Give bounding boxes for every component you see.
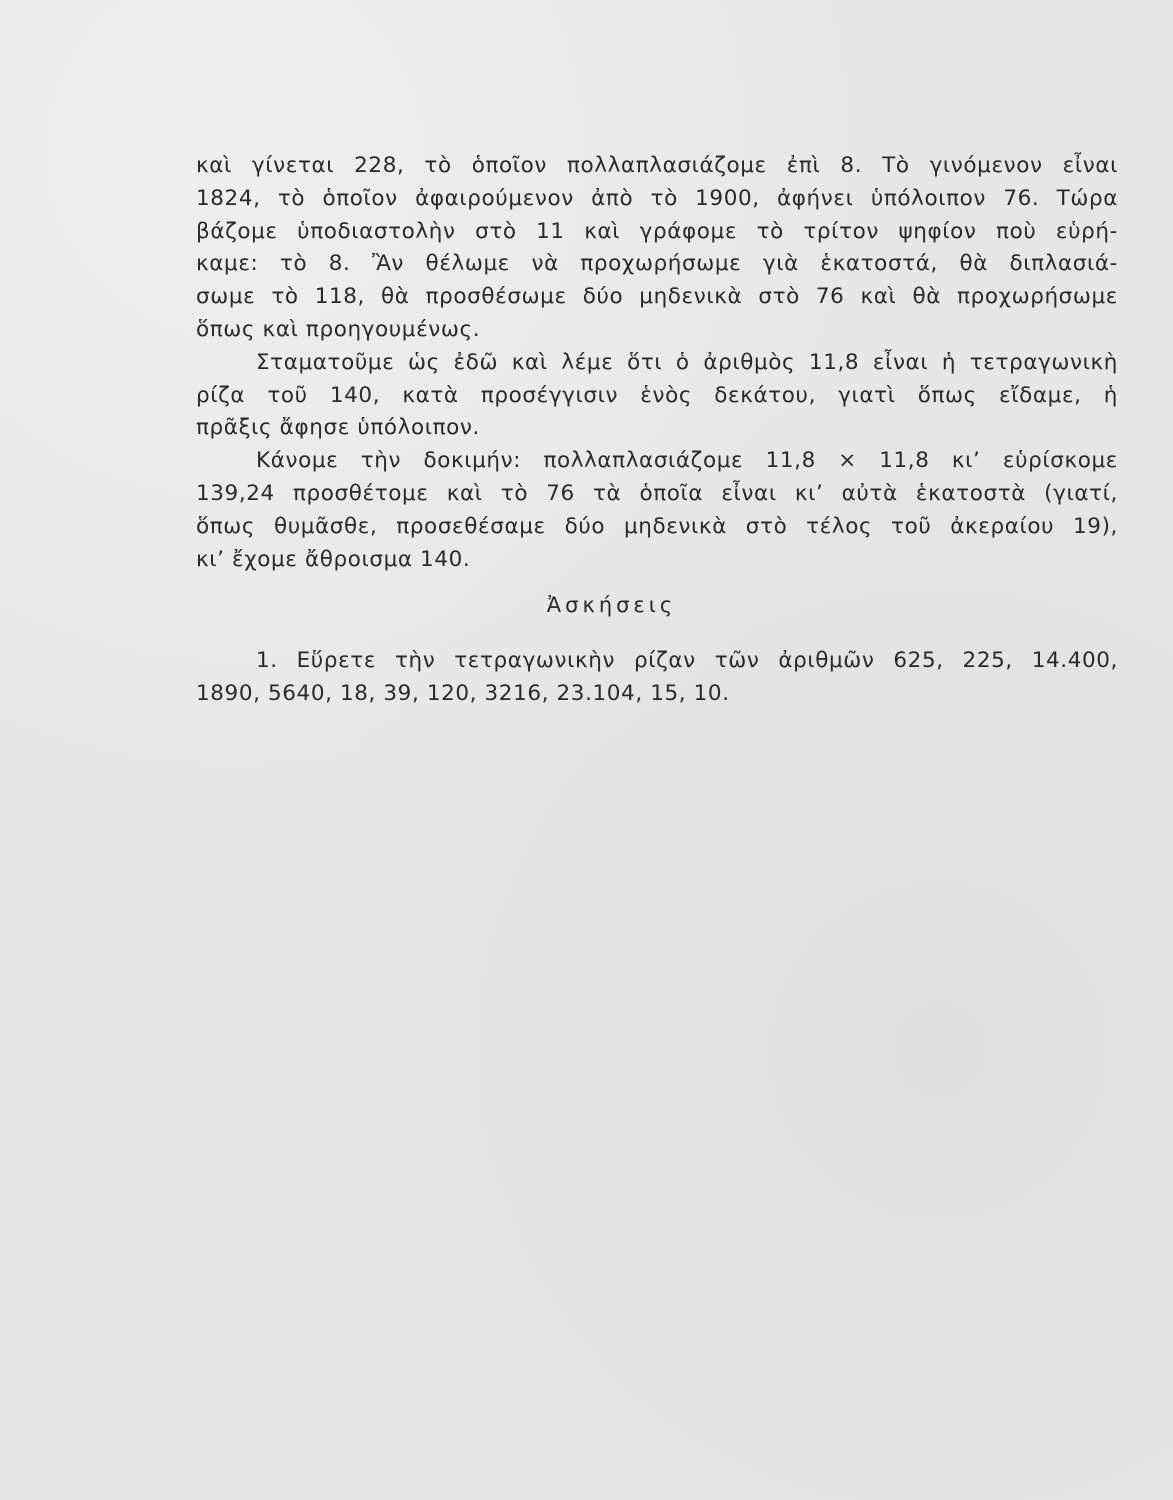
- text-line: 1. Εὕρετε τὴν τετραγωνικὴν ρίζαν τῶν ἀριθμῶν 625, 225, 14.400,: [256, 648, 1118, 673]
- body-text: [196, 150, 1118, 576]
- text-line: 139,24 προσθέτομε καὶ τὸ 76 τὰ ὁποῖα εἶναι κι’ αὐτὰ ἑκατοστὰ (γιατί,: [196, 480, 1118, 506]
- section-heading-text: Ἀσκήσεις: [546, 593, 677, 617]
- text-line: καὶ γίνεται 228, τὸ ὁποῖον πολλαπλασιάζομε ἐπὶ 8. Τὸ γινόμενον εἶναι: [196, 153, 1118, 178]
- text-line: κι’ ἔχομε ἄθροισμα 140.: [196, 546, 471, 572]
- text-line: πρᾶξις ἄφησε ὑπόλοιπον.: [196, 415, 480, 441]
- text-line: βάζομε ὑποδιαστολὴν στὸ 11 καὶ γράφομε τὸ τρίτον ψηφίον ποὺ εὑρή-: [196, 218, 1118, 244]
- text-line: 1824, τὸ ὁποῖον ἀφαιρούμενον ἀπὸ τὸ 1900, ἀφήνει ὑπόλοιπον 76. Τώρα: [196, 185, 1118, 211]
- text-line: Κάνομε τὴν δοκιμήν: πολλαπλασιάζομε 11,8 × 11,8 κι’ εὑρίσκομε: [256, 448, 1118, 474]
- text-line: ρίζα τοῦ 140, κατὰ προσέγγισιν ἑνὸς δεκάτου, γιατὶ ὅπως εἴδαμε, ἡ: [196, 382, 1118, 408]
- text-line: Σταματοῦμε ὡς ἐδῶ καὶ λέμε ὅτι ὁ ἀριθμὸς 11,8 εἶναι ἡ τετραγωνικὴ: [256, 349, 1118, 375]
- text-line: καμε: τὸ 8. Ἂν θέλωμε νὰ προχωρήσωμε γιὰ ἑκατοστά, θὰ διπλασιά-: [196, 251, 1118, 277]
- text-line: 1890, 5640, 18, 39, 120, 3216, 23.104, 15, 10.: [196, 680, 730, 706]
- text-line: ὅπως θυμᾶσθε, προσεθέσαμε δύο μηδενικὰ στὸ τέλος τοῦ ἀκεραίου 19),: [196, 513, 1118, 539]
- section-heading: [0, 590, 1173, 620]
- text-line: ὅπως καὶ προηγουμένως.: [196, 316, 481, 342]
- exercise-item: [196, 645, 1118, 711]
- text-line: σωμε τὸ 118, θὰ προσθέσωμε δύο μηδενικὰ στὸ 76 καὶ θὰ προχωρήσωμε: [196, 284, 1118, 310]
